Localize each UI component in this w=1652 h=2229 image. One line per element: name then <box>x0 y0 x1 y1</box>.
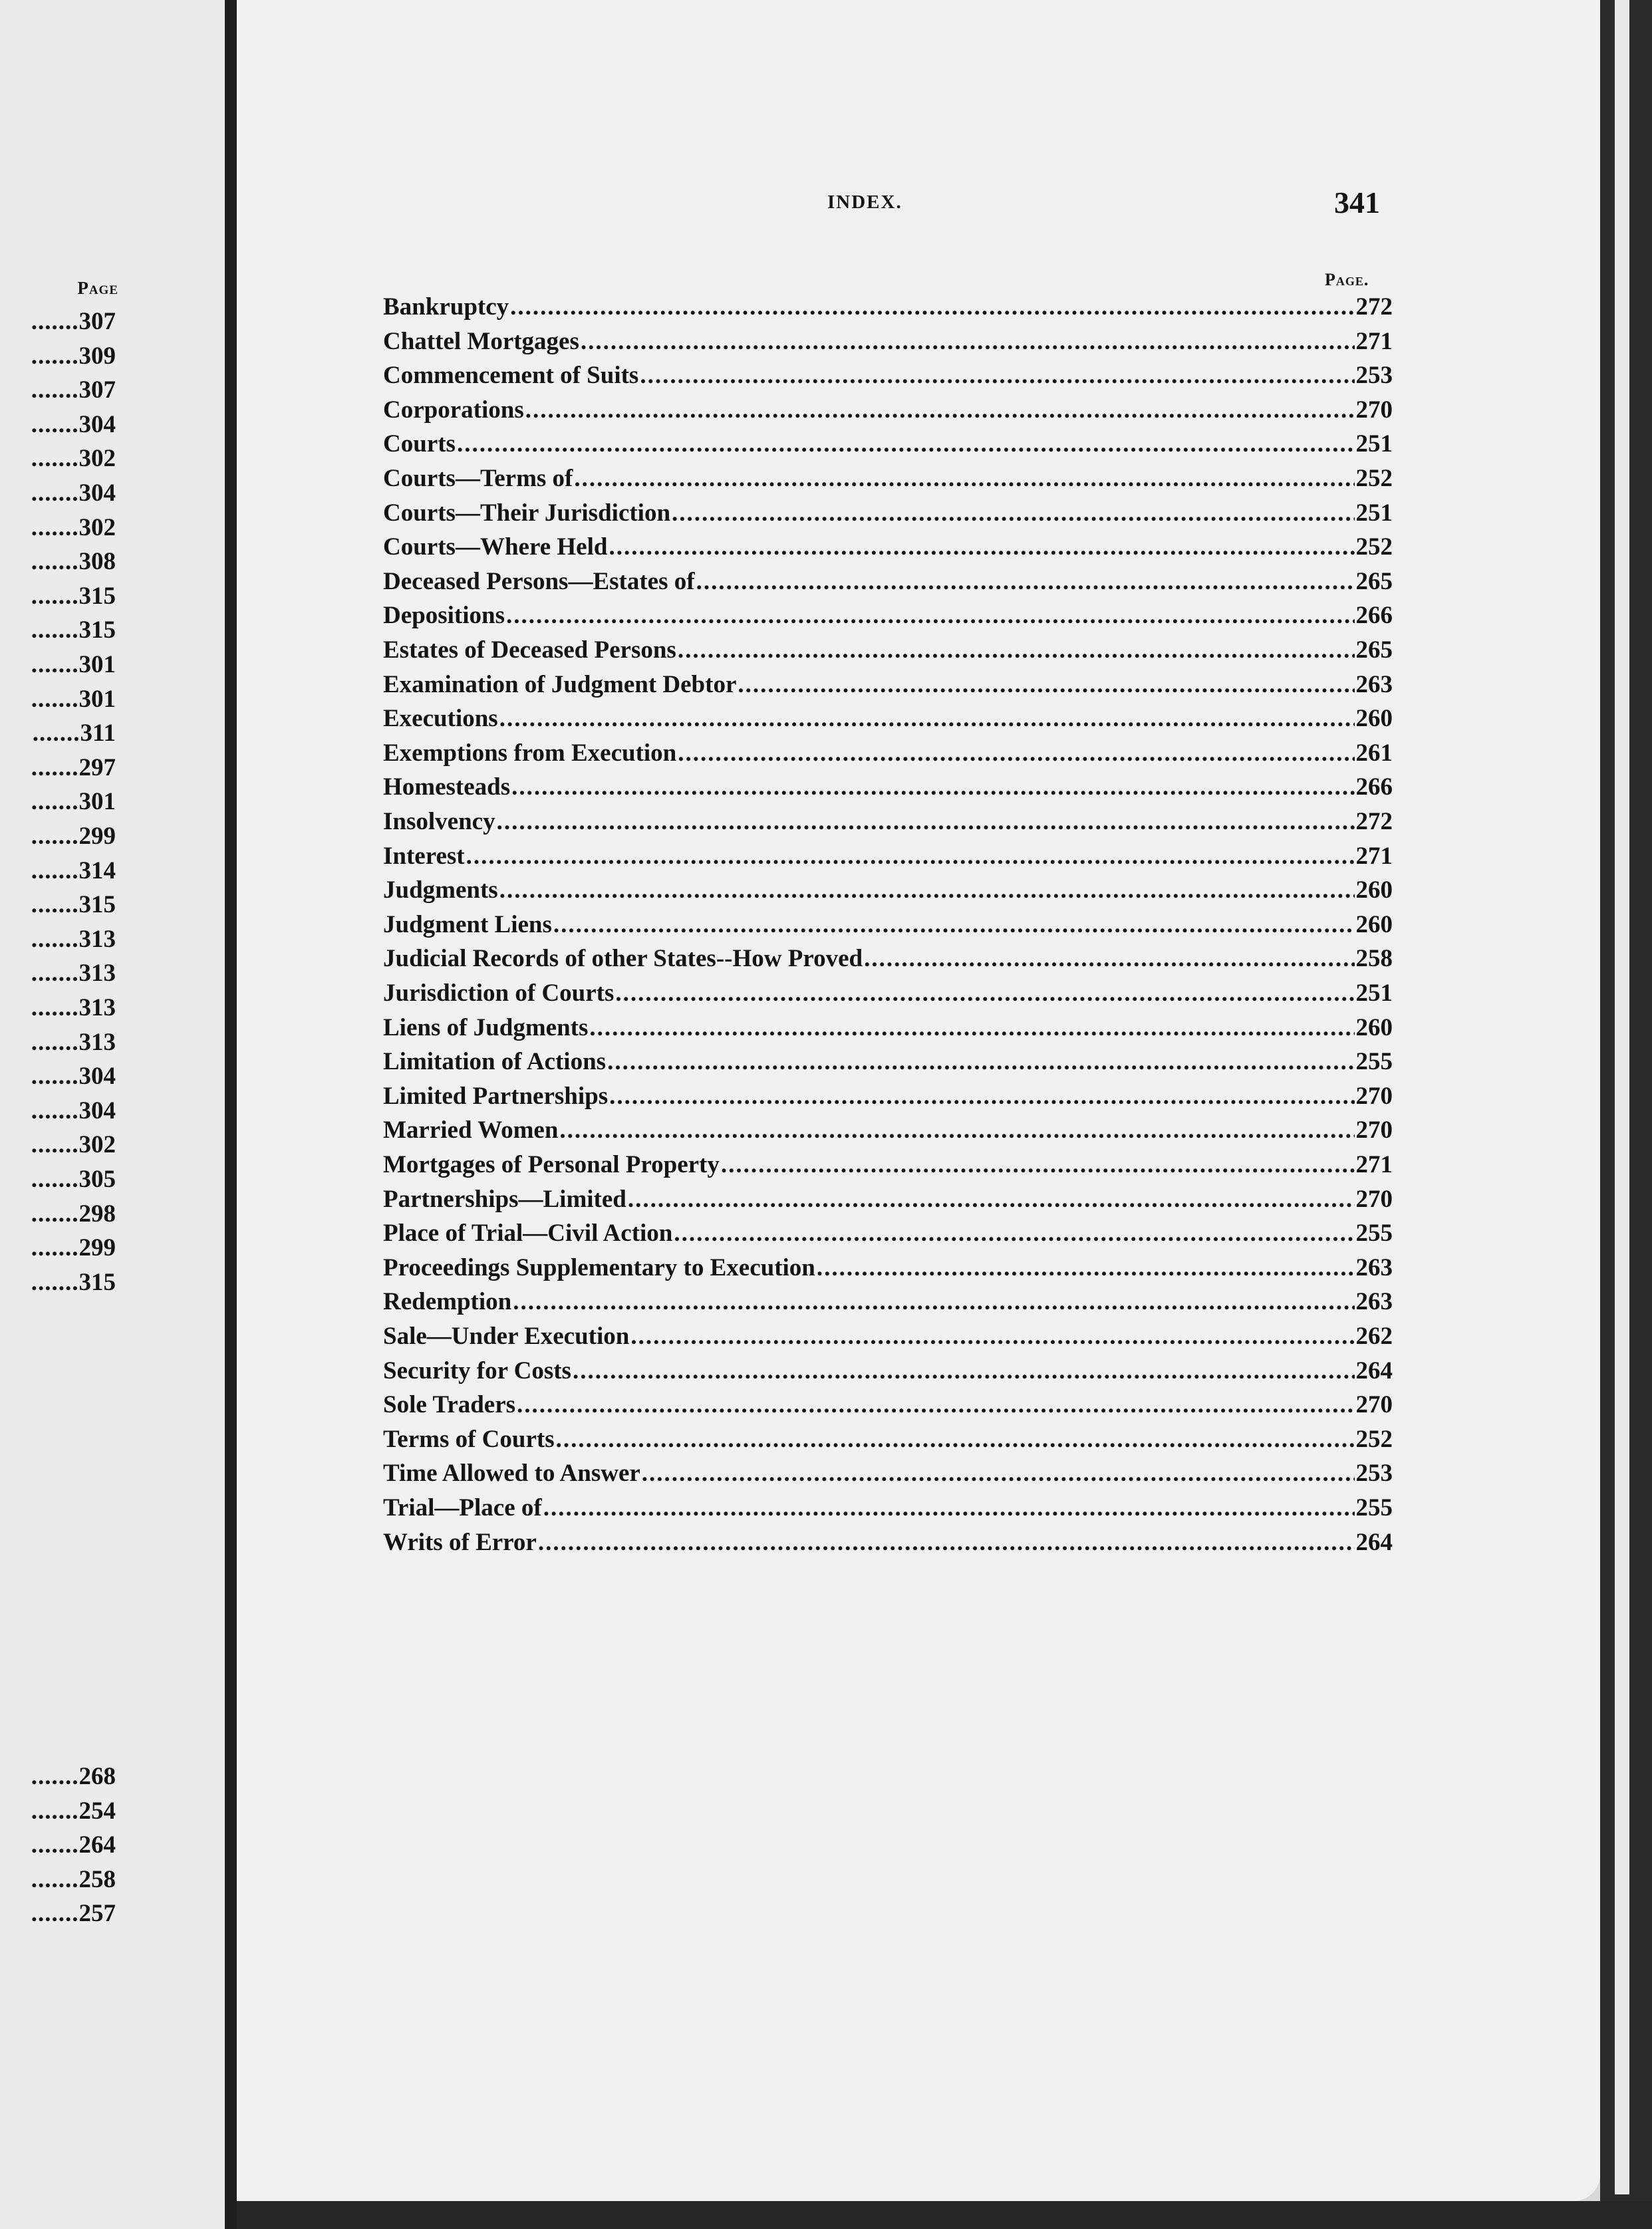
index-term: Judicial Records of other States--How Proved <box>383 945 863 973</box>
page-edge <box>1600 0 1652 2229</box>
index-page-number: 260 <box>1355 705 1393 733</box>
index-term: Depositions <box>383 602 505 630</box>
index-entry <box>383 944 1393 979</box>
index-term: Examination of Judgment Debtor <box>383 670 737 698</box>
index-term: Writs of Error <box>383 1528 537 1556</box>
dot-leader <box>678 739 1354 767</box>
index-page-number: 255 <box>1355 1494 1393 1521</box>
dot-leader <box>640 361 1354 390</box>
index-page-number: 263 <box>1355 1288 1393 1316</box>
index-term: Mortgages of Personal Property <box>383 1151 720 1178</box>
index-page-number: 272 <box>1355 293 1393 321</box>
index-term: Limited Partnerships <box>383 1082 609 1110</box>
index-entry <box>383 1047 1393 1082</box>
dot-leader <box>457 430 1355 458</box>
index-page-number: 253 <box>1355 362 1393 390</box>
index-term: Estates of Deceased Persons <box>383 636 676 664</box>
index-term: Interest <box>383 842 465 870</box>
index-term: Trial—Place of <box>383 1494 542 1521</box>
index-page-number: 271 <box>1355 327 1393 355</box>
index-entry <box>383 499 1393 533</box>
index-entry <box>383 979 1393 1013</box>
index-term: Commencement of Suits <box>383 362 639 390</box>
index-entry <box>383 430 1393 464</box>
left-page-number: .......264 <box>31 1831 116 1859</box>
index-page-number: 255 <box>1355 1048 1393 1076</box>
index-term: Homesteads <box>383 773 511 801</box>
left-page-number: .......305 <box>31 1166 116 1193</box>
dot-leader <box>517 1390 1354 1419</box>
index-page-number: 270 <box>1355 396 1393 424</box>
dot-leader <box>817 1253 1355 1282</box>
left-page-number: .......258 <box>31 1865 116 1893</box>
dot-leader <box>630 1322 1354 1351</box>
dot-leader <box>609 533 1354 561</box>
index-page-number: 270 <box>1355 1116 1393 1144</box>
index-entry <box>383 1287 1393 1322</box>
index-entry <box>383 1528 1393 1563</box>
page-number: 341 <box>1334 186 1380 219</box>
index-page-number: 270 <box>1355 1185 1393 1213</box>
index-term: Judgment Liens <box>383 910 552 938</box>
dot-leader <box>628 1185 1355 1214</box>
dot-leader <box>499 876 1355 904</box>
left-page-number: .......314 <box>31 856 116 884</box>
index-page-number: 264 <box>1355 1528 1393 1556</box>
dot-leader <box>497 807 1355 836</box>
index-page-number: 258 <box>1355 945 1393 973</box>
index-page-number: 252 <box>1355 533 1393 561</box>
index-page-number: 255 <box>1355 1220 1393 1247</box>
index-term: Executions <box>383 705 498 733</box>
index-page-number: 263 <box>1355 670 1393 698</box>
index-page-number: 270 <box>1355 1391 1393 1419</box>
index-page-number: 271 <box>1355 1151 1393 1178</box>
left-page-number: .......297 <box>31 753 116 781</box>
index-page-number: 265 <box>1355 636 1393 664</box>
index-page-number: 270 <box>1355 1082 1393 1110</box>
dot-leader <box>642 1459 1355 1488</box>
index-entry <box>383 1082 1393 1116</box>
dot-leader <box>573 1357 1355 1385</box>
index-entry <box>383 327 1393 362</box>
dot-leader <box>559 1116 1354 1144</box>
index-term: Terms of Courts <box>383 1425 555 1453</box>
dot-leader <box>543 1494 1355 1522</box>
dot-leader <box>581 327 1355 356</box>
index-term: Redemption <box>383 1288 512 1316</box>
left-column-header: Page <box>77 278 118 298</box>
book-gutter <box>225 0 237 2229</box>
index-entry <box>383 533 1393 567</box>
left-page-number: .......313 <box>31 925 116 953</box>
index-entry <box>383 704 1393 739</box>
index-page-number: 271 <box>1355 842 1393 870</box>
index-term: Insolvency <box>383 808 495 835</box>
dot-leader <box>674 1219 1354 1247</box>
index-entry <box>383 1219 1393 1253</box>
index-term: Proceedings Supplementary to Execution <box>383 1253 815 1281</box>
index-term: Exemptions from Execution <box>383 739 677 767</box>
index-entry <box>383 1013 1393 1048</box>
index-term: Sole Traders <box>383 1391 516 1419</box>
index-page-number: 260 <box>1355 910 1393 938</box>
page-bottom-shadow <box>237 2201 1652 2229</box>
left-page-number: .......304 <box>31 479 116 507</box>
index-entry <box>383 1116 1393 1150</box>
dot-leader <box>864 944 1354 973</box>
left-page-number: .......268 <box>31 1763 116 1790</box>
index-entry <box>383 842 1393 876</box>
dot-leader <box>574 464 1354 493</box>
dot-leader <box>672 499 1354 527</box>
index-page-number: 253 <box>1355 1460 1393 1488</box>
index-term: Liens of Judgments <box>383 1013 589 1041</box>
index-term: Deceased Persons—Estates of <box>383 567 695 595</box>
dot-leader <box>615 979 1354 1007</box>
page-column-header: Page. <box>1325 270 1369 289</box>
left-page-number: .......301 <box>31 651 116 678</box>
index-term: Jurisdiction of Courts <box>383 980 615 1007</box>
index-entry <box>383 1459 1393 1494</box>
left-page-number: .......304 <box>31 1063 116 1091</box>
index-term: Partnerships—Limited <box>383 1185 626 1213</box>
left-page-number: .......315 <box>31 582 116 610</box>
index-page-number: 262 <box>1355 1323 1393 1350</box>
index-page-number: 264 <box>1355 1357 1393 1384</box>
index-entry <box>383 1253 1393 1288</box>
index-term: Married Women <box>383 1116 559 1144</box>
dot-leader <box>609 1082 1354 1111</box>
index-term: Sale—Under Execution <box>383 1323 630 1350</box>
left-page-number: .......302 <box>31 1131 116 1159</box>
dot-leader <box>466 842 1355 870</box>
index-entry <box>383 361 1393 396</box>
index-entry <box>383 1185 1393 1220</box>
index-term: Time Allowed to Answer <box>383 1460 640 1488</box>
index-page-number: 272 <box>1355 808 1393 835</box>
index-page-number: 260 <box>1355 876 1393 904</box>
index-page-number: 251 <box>1355 980 1393 1007</box>
index-entry <box>383 464 1393 499</box>
left-page-number: .......301 <box>31 685 116 713</box>
left-page-number: .......315 <box>31 1268 116 1296</box>
index-entry <box>383 1494 1393 1528</box>
index-page-number: 261 <box>1355 739 1393 767</box>
index-page-number: 266 <box>1355 602 1393 630</box>
left-page-number: .......307 <box>31 376 116 404</box>
index-entry <box>383 293 1393 327</box>
index-entry <box>383 1357 1393 1391</box>
index-page-number: 265 <box>1355 567 1393 595</box>
index-page-number: 251 <box>1355 499 1393 527</box>
dot-leader <box>510 293 1354 321</box>
dot-leader <box>607 1047 1354 1076</box>
left-page-number: .......315 <box>31 616 116 644</box>
index-entry <box>383 773 1393 807</box>
index-entry <box>383 910 1393 945</box>
left-page-number: .......307 <box>31 308 116 335</box>
index-entry <box>383 739 1393 773</box>
left-page-number: .......311 <box>32 720 116 747</box>
index-term: Chattel Mortgages <box>383 327 579 355</box>
left-page-number: .......299 <box>31 823 116 850</box>
dot-leader <box>678 636 1355 664</box>
left-page-number: .......302 <box>31 513 116 541</box>
dot-leader <box>589 1013 1354 1042</box>
dot-leader <box>738 670 1354 699</box>
dot-leader <box>506 601 1355 630</box>
left-page-number: .......299 <box>31 1234 116 1262</box>
index-page-number: 252 <box>1355 1425 1393 1453</box>
left-page-number: .......313 <box>31 1028 116 1056</box>
index-term: Limitation of Actions <box>383 1048 607 1076</box>
index-term: Courts—Their Jurisdiction <box>383 499 671 527</box>
left-page-number: .......313 <box>31 960 116 987</box>
index-page-number: 252 <box>1355 465 1393 492</box>
left-page-number: .......254 <box>31 1797 116 1825</box>
index-entry <box>383 1390 1393 1425</box>
dot-leader <box>499 704 1355 733</box>
left-page-number: .......304 <box>31 410 116 438</box>
left-page-number: .......313 <box>31 994 116 1021</box>
index-term: Judgments <box>383 876 498 904</box>
left-page-number: .......301 <box>31 788 116 816</box>
index-term: Courts—Terms of <box>383 465 573 492</box>
index-entry <box>383 396 1393 430</box>
left-page-number: .......309 <box>31 342 116 370</box>
dot-leader <box>696 567 1355 596</box>
left-page-number: .......308 <box>31 548 116 576</box>
dot-leader <box>525 396 1355 424</box>
index-term: Bankruptcy <box>383 293 509 321</box>
index-page-number: 263 <box>1355 1253 1393 1281</box>
index-page-number: 266 <box>1355 773 1393 801</box>
left-page-number: .......315 <box>31 891 116 919</box>
index-term: Courts—Where Held <box>383 533 608 561</box>
index-term: Security for Costs <box>383 1357 571 1384</box>
index-term: Place of Trial—Civil Action <box>383 1220 673 1247</box>
dot-leader <box>511 773 1354 801</box>
index-entry <box>383 807 1393 842</box>
left-page-number: .......298 <box>31 1200 116 1228</box>
index-entry <box>383 1425 1393 1460</box>
left-page-number: .......257 <box>31 1900 116 1927</box>
running-title: INDEX. <box>827 192 902 213</box>
index-entry <box>383 636 1393 670</box>
dot-leader <box>556 1425 1355 1454</box>
index-entry <box>383 601 1393 636</box>
dot-leader <box>553 910 1355 939</box>
index-entry <box>383 876 1393 910</box>
index-entry <box>383 670 1393 705</box>
index-term: Corporations <box>383 396 524 424</box>
index-entry <box>383 1150 1393 1185</box>
index-entry <box>383 567 1393 602</box>
index-page-number: 260 <box>1355 1013 1393 1041</box>
left-page-number: .......302 <box>31 445 116 473</box>
index-term: Courts <box>383 430 456 458</box>
left-page-number: .......304 <box>31 1097 116 1124</box>
dot-leader <box>538 1528 1355 1557</box>
dot-leader <box>721 1150 1355 1179</box>
index-entry <box>383 1322 1393 1357</box>
index-page-number: 251 <box>1355 430 1393 458</box>
dot-leader <box>513 1287 1354 1316</box>
